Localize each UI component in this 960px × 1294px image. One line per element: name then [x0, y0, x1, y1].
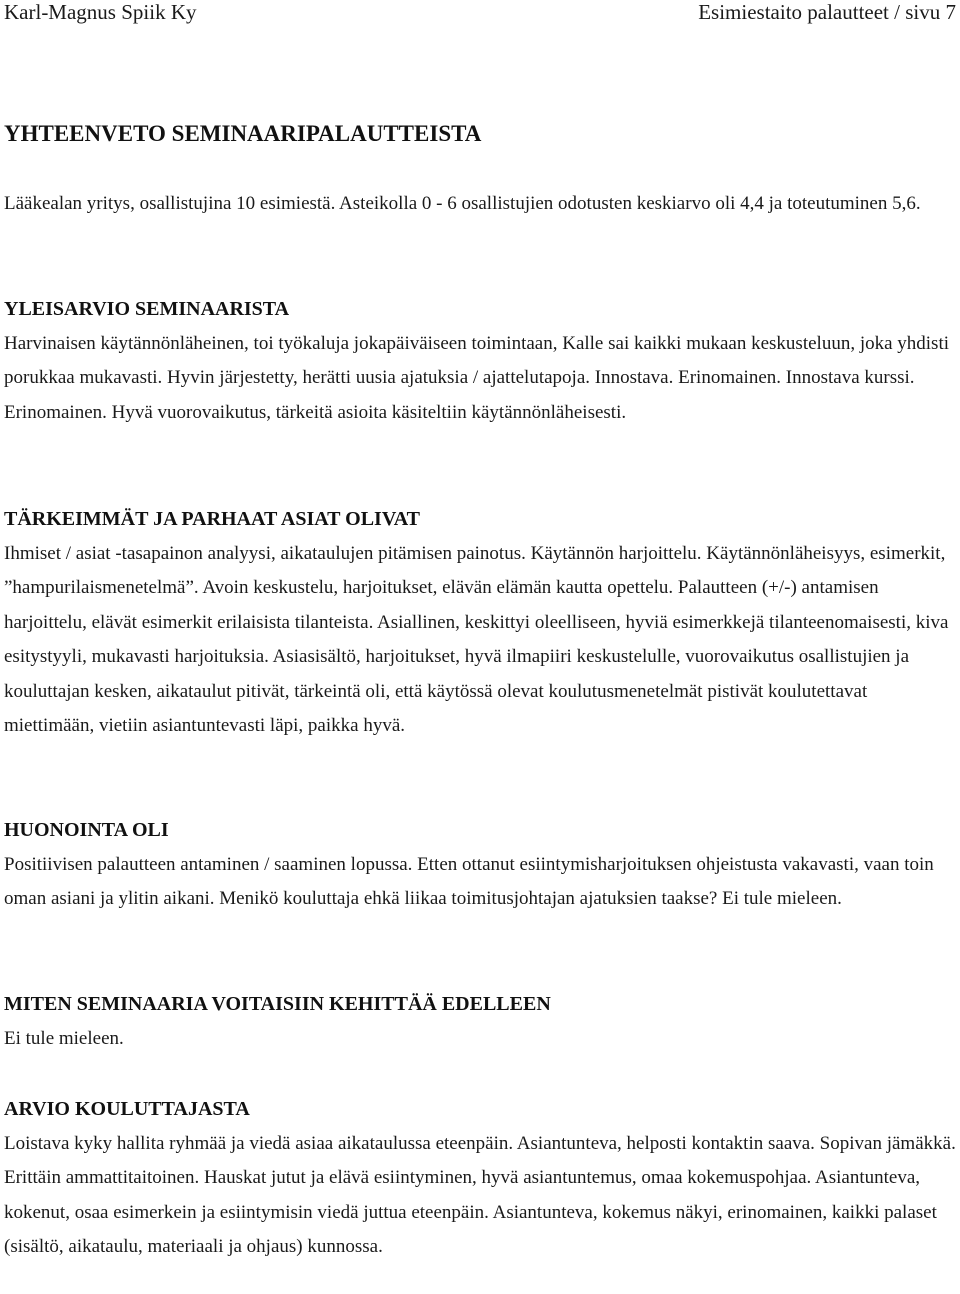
intro-paragraph: Lääkealan yritys, osallistujina 10 esimiestä. Asteikolla 0 - 6 osallistujien odotusten keskiarvo oli 4,4 ja toteutuminen 5,6. [4, 193, 921, 214]
section-worst [4, 818, 956, 917]
header-page-label: Esimiestaito palautteet / sivu 7 [698, 0, 956, 24]
section-best-things [4, 507, 956, 743]
section-heading: YLEISARVIO SEMINAARISTA [4, 298, 290, 320]
section-heading: TÄRKEIMMÄT JA PARHAAT ASIAT OLIVAT [4, 508, 421, 530]
page-header [4, 0, 956, 28]
header-company-name: Karl-Magnus Spiik Ky [4, 0, 197, 24]
document-title: YHTEENVETO SEMINAARIPALAUTTEISTA [4, 121, 482, 146]
section-improvements [4, 992, 956, 1056]
section-body: Positiivisen palautteen antaminen / saaminen lopussa. Etten ottanut esiintymisharjoituksen ohjeistusta vakavasti, vaan toin oman asiani ja ylitin aikani. Menikö kouluttaja ehkä liikaa toimitusjohtajan ajatuksien taakse? Ei tule mieleen. [4, 854, 934, 910]
section-heading: HUONOINTA OLI [4, 819, 169, 841]
section-body: Ihmiset / asiat -tasapainon analyysi, aikataulujen pitämisen painotus. Käytännön harjoittelu. Käytännönläheisyys, esimerkit, ”hampurilaismenetelmä”. Avoin keskustelu, harjoitukset, elävän elämän kautta opettelu. Palautteen (+/-) antamisen harjoittelu, elävät esimerkit erilaisista tilanteista. Asiallinen, keskittyi oleelliseen, hyviä esimerkkejä tilanteenomaisesti, kiva esitystyyli, mukavasti harjoituksia. Asiasisältö, harjoitukset, hyvä ilmapiiri keskustelulle, vuorovaikutus osallistujien ja kouluttajan kesken, aikataulut pitivät, tärkeintä oli, että käytössä olevat koulutusmenetelmät pistivät koulutettavat miettimään, vietiin asiantuntevasti läpi, paikka hyvä. [4, 543, 949, 737]
section-body: Harvinaisen käytännönläheinen, toi työkaluja jokapäiväiseen toimintaan, Kalle sai kaikki mukaan keskusteluun, joka yhdisti porukkaa mukavasti. Hyvin järjestetty, herätti uusia ajatuksia / ajattelutapoja. Innostava. Erinomainen. Innostava kurssi. Erinomainen. Hyvä vuorovaikutus, tärkeitä asioita käsiteltiin käytännönläheisesti. [4, 333, 950, 423]
section-heading: ARVIO KOULUTTAJASTA [4, 1098, 250, 1120]
section-heading: MITEN SEMINAARIA VOITAISIIN KEHITTÄÄ EDELLEEN [4, 993, 551, 1015]
section-body: Loistava kyky hallita ryhmää ja viedä asiaa aikataulussa eteenpäin. Asiantunteva, helposti kontaktin saava. Sopivan jämäkkä. Erittäin ammattitaitoinen. Hauskat jutut ja elävä esiintyminen, hyvä asiantuntemus, omaa kokemuspohjaa. Asiantunteva, kokenut, osaa esimerkein ja esiintymisin viedä juttua eteenpäin. Asiantunteva, kokemus näkyi, erinomainen, kaikki palaset (sisältö, aikataulu, materiaali ja ohjaus) kunnossa. [4, 1133, 956, 1258]
intro-block [4, 187, 956, 221]
section-body: Ei tule mieleen. [4, 1028, 124, 1049]
section-overall [4, 297, 956, 430]
section-trainer [4, 1097, 956, 1265]
title-block [4, 121, 956, 147]
